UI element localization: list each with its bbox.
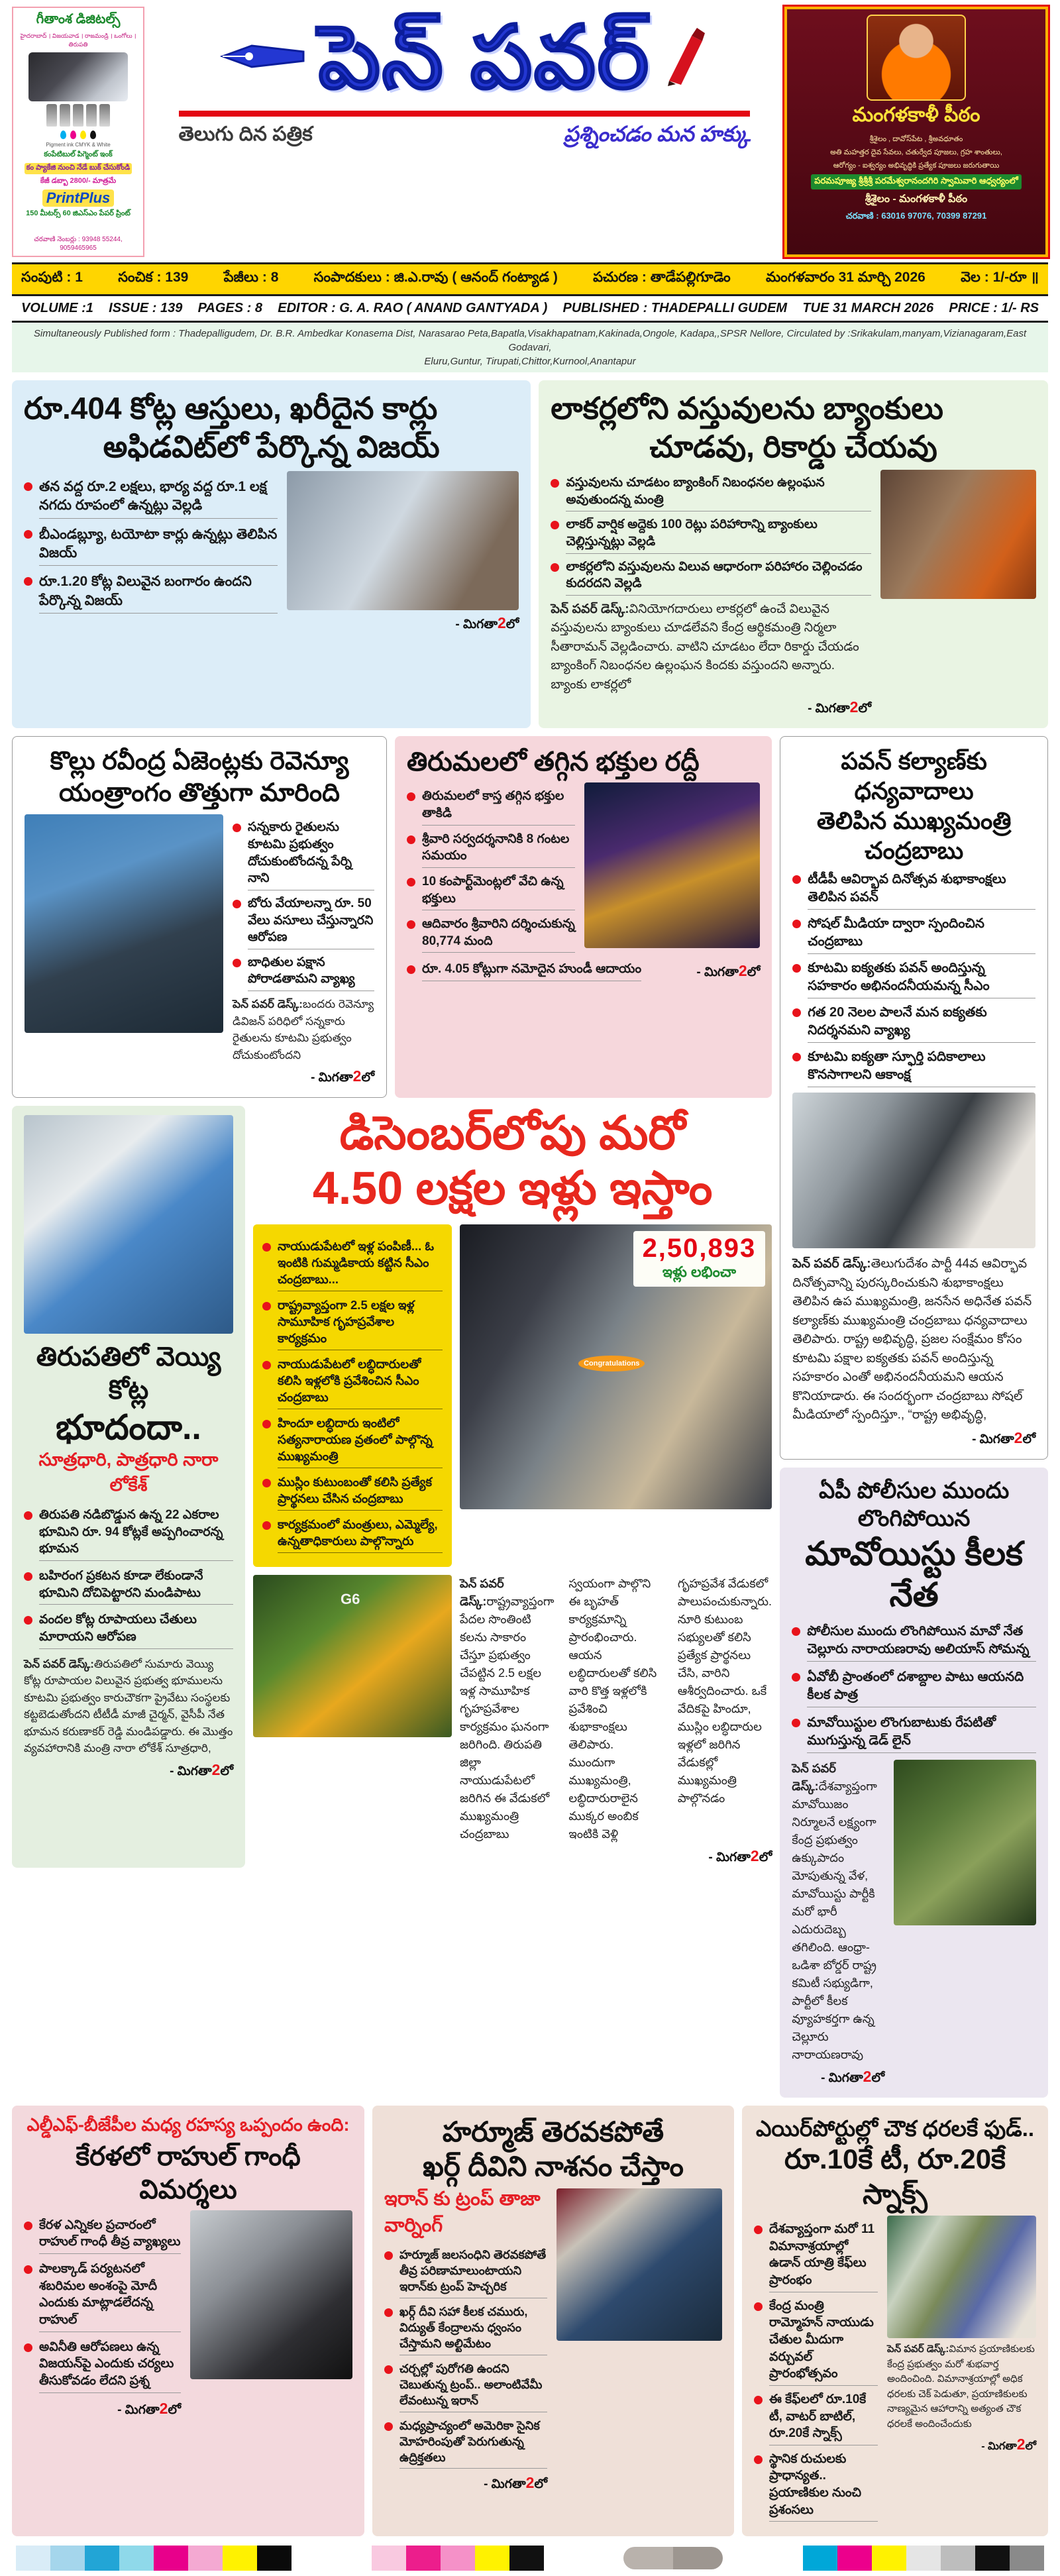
bullet-item: తిరుపతి నడిబొడ్డున ఉన్న 22 ఎకరాల భూమిని రూ. 94 కోట్లకే అప్పగించారన్న భూమన: [24, 1507, 233, 1561]
bullet-item: [407, 961, 687, 981]
article-kollu-revenue: [12, 736, 387, 1098]
bullet-dot-icon: [233, 824, 241, 832]
continued-label: - మిగతా2లో: [808, 698, 871, 716]
ink-caption: Pigment ink CMYK & White: [46, 142, 111, 148]
article-maoist-surrender: [780, 1468, 1048, 2098]
bullet-item: లాకర్లలోని వస్తువులను విలువ ఆధారంగా పరిహారం చెల్లించడం కుదరదని వెల్లడి: [551, 559, 871, 596]
bullet-item: చర్చల్లో పురోగతి ఉందని చెబుతున్న ట్రంప్.. అలాంటివేమీ లేవంటున్న ఇరాన్: [384, 2361, 547, 2412]
issue-info-bar-english: [12, 296, 1048, 323]
color-swatch: [475, 2546, 509, 2571]
bullet-list: [24, 471, 278, 635]
bullet-dot-icon: [754, 2396, 763, 2404]
headline: కొల్లు రవీంద్ర ఏజెంట్లకు రెవెన్యూ: [50, 747, 349, 776]
article-trump-hormuz-warning: [372, 2106, 734, 2537]
left-ad-price-line: కేజీ డబ్బా 2800/- మాత్రమే: [40, 177, 117, 185]
article-body: పెన్ పవర్ డెస్క్:తిరుపతిలో సుమారు వెయ్యి కోట్ల రూపాయల విలువైన ప్రభుత్వ భూములను కూటమి ప్రభుత్వం కారుచౌకగా ప్రైవేటు సంస్థలకు కట్టబెడుతోందని టీటీడీ మాజీ చైర్మన్, వైసీపీ నేత భూమన కరుణాకర్ రెడ్డి మండిపడ్డారు. ఈ మొత్తం వ్యవహారానికి మంత్రి నారా లోకేశ్ సూత్రధారి,: [24, 1657, 233, 1755]
photo-cafe-inauguration: [887, 2216, 1036, 2338]
color-swatch: [441, 2546, 475, 2571]
left-ad-roll-line: 150 మీటర్స్ 60 జిఎస్ఎం పేపర్ ప్రింట్: [26, 209, 131, 217]
bullet-list: [551, 474, 871, 596]
photo-tirumala-temple: [584, 782, 760, 948]
article-cm-thanks-pawan: [780, 736, 1048, 1460]
bullet-dot-icon: [24, 2343, 32, 2352]
bullet-item: కూటమి ఐక్యతా స్ఫూర్తి పదికాలాలు కొనసాగాలని ఆకాంక్ష: [792, 1048, 1035, 1087]
calibration-swatches-right: [803, 2546, 1044, 2571]
issue-info-segment: PUBLISHED : THADEPALLI GUDEM: [562, 301, 788, 315]
headline: తిరుపతిలో వెయ్యి కోట్ల: [36, 1342, 221, 1405]
photo-nirmala-sitharaman: [880, 470, 1036, 599]
bullet-dot-icon: [24, 1511, 32, 1520]
bullet-dot-icon: [792, 875, 801, 884]
headline: తిరుమలలో తగ్గిన భక్తుల రద్దీ: [407, 747, 700, 777]
bullet-dot-icon: [24, 2265, 32, 2274]
ink-drops-image: [60, 131, 96, 139]
bullet-item: పాలక్కాడ్ పర్యటనలో శబరిమల అంశంపై మోదీ ఎందుకు మాట్లాడలేదన్న రాహుల్: [24, 2261, 181, 2332]
masthead-red-rule: [179, 111, 751, 117]
issue-info-segment: పచురణ : తాడేపల్లిగూడెం: [593, 270, 731, 285]
color-swatch: [257, 2546, 292, 2571]
bullet-item: కేరళ ఎన్నికల ప్రచారంలో రాహుల్ గాంధీ తీవ్ర వ్యాఖ్యలు: [24, 2217, 181, 2254]
bullet-item: ఈ కేఫ్‌లలో రూ.10కే టీ, వాటర్ బాటిల్, రూ.20కే స్నాక్స్: [754, 2391, 878, 2445]
issue-info-segment: PRICE : 1/- RS: [949, 301, 1039, 315]
article-rahul-kerala: [12, 2106, 364, 2537]
bullet-dot-icon: [407, 920, 415, 929]
article-body: పెన్ పవర్ డెస్క్:తెలుగుదేశం పార్టీ 44వ ఆవిర్భావ దినోత్సవాన్ని పురస్కరించుకుని శుభాకాంక్షలు తెలిపిన ఉప ముఖ్యమంత్రి, జనసేన అధినేత పవన్ కల్యాణ్‌కు ముఖ్యమంత్రి చంద్రబాబు ధన్యవాదాలు తెలిపారు. రాష్ట్ర అభివృద్ధి, ప్రజల సంక్షేమం కోసం కూటమి పక్షాల ఐక్యతకు పవన్ అందిస్తున్న సహకారం ఎంతో అభినందనీయమని ఆయన కొనియాడారు. ఈ సందర్భంగా చంద్రబాబు సోషల్ మీడియాలో స్పందిస్తూ., “రాష్ట్ర అభివృద్ధి,: [792, 1257, 1032, 1422]
color-swatch: [803, 2546, 837, 2571]
bullet-dot-icon: [407, 878, 415, 886]
bullet-dot-icon: [262, 1243, 271, 1252]
color-swatch: [941, 2546, 975, 2571]
bullet-item: లాకర్ వార్షిక అద్దెకు 100 రెట్లు పరిహారాన్ని బ్యాంకులు చెల్లిస్తున్నట్లు వెల్లడి: [551, 516, 871, 553]
bullet-dot-icon: [792, 1053, 801, 1061]
published-line1: Simultaneously Published form : Thadepalligudem, Dr. B.R. Ambedkar Konasema Dist, Narasarao Peta,Bapatla,Visakhapatnam,Kakinada,Ongole, Kadapa,,SPSR Nellore, Circulated by :Srikakulam,manyam,Vizianagaram,East Godavari,: [33, 328, 1027, 353]
kicker-headline: ఇరాన్ కు ట్రంప్ తాజా వార్నింగ్: [384, 2188, 541, 2236]
bullet-item: బహిరంగ ప్రకటన కూడా లేకుండానే భూమిని దోచిపెట్టారని మండిపాటు: [24, 1568, 233, 1605]
bullet-dot-icon: [407, 792, 415, 801]
article-body: పెన్ పవర్ డెస్క్:బందరు రెవెన్యూ డివిజన్ పరిధిలో సన్నకారు రైతులను కూటమి ప్రభుత్వం దోచుకుంటోందని: [233, 998, 374, 1061]
bullet-dot-icon: [262, 1479, 271, 1487]
calibration-swatches-left: [16, 2546, 292, 2571]
bullet-item: 10 కంపార్ట్‌మెంట్లలో వేచి ఉన్న భక్తులు: [407, 873, 575, 910]
bullet-list: [792, 1623, 1036, 1753]
right-ad-phone: చరవాణి : 63016 97076, 70399 87291: [845, 210, 987, 221]
color-swatch: [906, 2546, 941, 2571]
continued-label: - మిగతా2లో: [311, 1067, 374, 1085]
color-swatch: [975, 2546, 1010, 2571]
issue-info-segment: ISSUE : 139: [109, 301, 183, 315]
bullet-dot-icon: [754, 2302, 763, 2311]
published-info-bar: [12, 323, 1048, 372]
issue-info-bar-telugu: [12, 262, 1048, 296]
continued-label: - మిగతా2లో: [821, 2067, 884, 2085]
article-bank-lockers: [539, 380, 1048, 728]
issue-info-segment: సంపాదకులు : జి.ఎ.రావు ( ఆనంద్ గంట్యాడ ): [313, 270, 558, 285]
bullet-item: తన వద్ద రూ.2 లక్షలు, భార్య వద్ద రూ.1 లక్ష నగదు రూపంలో ఉన్నట్లు వెల్లడి: [24, 478, 278, 519]
bullet-item: సన్నకారు రైతులను కూటమి ప్రభుత్వం దోచుకుంటోందన్న పేర్ని నాని: [233, 819, 374, 890]
print-calibration-strip: [12, 2546, 1048, 2571]
tagline-slogan: ప్రశ్నించడం మన హక్కు: [563, 121, 751, 146]
bullet-item: నాయుడుపేటలో లబ్ధిదారులతో కలిసి ఇళ్లలోకి ప్రవేశించిన సీఎం చంద్రబాబు: [262, 1356, 443, 1409]
calibration-swatches-mid: [372, 2546, 544, 2571]
headline: చూడవు, రికార్డు చేయవు: [649, 429, 937, 464]
issue-info-segment: వెల : 1/-రూ ॥: [961, 270, 1039, 285]
bullet-item: నాయుడుపేటలో ఇళ్ల పంపిణీ... ఓ ఇంటికి గుమ్మడికాయ కట్టిన సీఎం చంద్రబాబు...: [262, 1238, 443, 1291]
headline: యంత్రాంగం తొత్తుగా మారింది: [59, 778, 340, 807]
color-swatch: [50, 2546, 85, 2571]
left-ad-offer-line: కం ప్యాకేజి నుంచి నేడే బుక్ చేసుకోండి: [25, 163, 132, 174]
issue-info-segment: పేజీలు : 8: [223, 270, 279, 285]
right-ad-line1: శ్రీశైలం , దావోస్‌పేట , శ్రీఅవధూతం: [869, 135, 963, 143]
bullet-item: ఆదివారం శ్రీవారిని దర్శించుకున్న 80,774 మంది: [407, 916, 575, 953]
bullet-dot-icon: [792, 1627, 800, 1636]
bullet-item: మధ్యప్రాచ్యంలో అమెరికా సైనిక మోహరింపుతో పెరుగుతున్న ఉద్రిక్తతలు: [384, 2418, 547, 2469]
newspaper-logo: పెన్ పవర్: [318, 9, 651, 106]
article-body: పెన్ పవర్ డెస్క్:విమాన ప్రయాణికులకు కేంద్ర ప్రభుత్వం మరో శుభవార్త అందించింది. విమానాశ్రయాల్లో అధిక ధరలకు చెక్ పెడుతూ, ప్రయాణికులకు నాణ్యమైన ఆహారాన్ని అత్యంత చౌక ధరలకే అందించేందుకు: [887, 2343, 1035, 2430]
bullet-dot-icon: [24, 482, 32, 491]
bullet-dot-icon: [792, 920, 801, 928]
housing-counter-banner: [633, 1231, 766, 1287]
headline: డిసెంబర్‌లోపు మరో: [339, 1107, 686, 1159]
bullet-dot-icon: [754, 2226, 763, 2234]
bullet-list: [754, 2216, 878, 2527]
right-ad-title: మంగళకాళీ పీఠం: [852, 104, 980, 126]
issue-info-segment: సంపుటి : 1: [21, 270, 83, 285]
bullet-dot-icon: [384, 2308, 393, 2317]
issue-info-segment: PAGES : 8: [197, 301, 263, 315]
bullet-list: [24, 2217, 181, 2393]
bullet-item: ముస్లిం కుటుంబంతో కలిసి ప్రత్యేక ప్రార్థనలు చేసిన చంద్రబాబు: [262, 1474, 443, 1511]
headline: లాకర్లలోని వస్తువులను బ్యాంకులు: [551, 391, 943, 425]
bullet-item: శ్రీవారి సర్వదర్శనానికి 8 గంటల సమయం: [407, 831, 575, 868]
color-swatch: [119, 2546, 154, 2571]
swami-photo: [867, 15, 966, 101]
bullet-item: వందల కోట్ల రూపాయలు చేతులు మారాయని ఆరోపణ: [24, 1611, 233, 1648]
color-swatch: [85, 2546, 119, 2571]
continued-label: - మిగతా2లో: [117, 2399, 181, 2417]
pen-nib-icon: [220, 42, 306, 74]
article-body: పెన్ పవర్ డెస్క్:వినియోగదారులు లాకర్లలో ఉంచే విలువైన వస్తువులను బ్యాంకులు చూడలేవని కేంద్ర ఆర్థికమంత్రి నిర్మలా సీతారామన్ వెల్లడించారు. వాటిని చూడటం లేదా రికార్డు చేయడం బ్యాంకింగ్ నిబంధనల ఉల్లంఘన కిందకు వస్తుందని అన్నారు. బ్యాంకు లాకర్లలో: [551, 602, 859, 692]
headline: మావోయిస్టు కీలక నేత: [805, 1534, 1024, 1614]
bullet-dot-icon: [551, 563, 559, 572]
continued-label: - మిగతా2లో: [981, 2436, 1036, 2453]
congratulations-badge: Congratulations: [578, 1356, 645, 1371]
bullet-item: రూ.1.20 కోట్ల విలువైన బంగారం ఉందని పేర్కొన్న విజయ్: [24, 572, 278, 614]
headline: తెలిపిన ముఖ్యమంత్రి చంద్రబాబు: [816, 807, 1012, 865]
headline: కేరళలో రాహుల్ గాంధీ విమర్శలు: [76, 2141, 301, 2204]
left-advertisement: [12, 7, 144, 257]
article-vijay-affidavit: [12, 380, 531, 728]
bullet-item: హిందూ లబ్ధిదారు ఇంటిలో సత్యనారాయణ వ్రతంలో పాల్గొన్న ముఖ్యమంత్రి: [262, 1415, 443, 1468]
bullet-item: కూటమి ఐక్యతకు పవన్ అందిస్తున్న సహకారం అభినందనీయమన్న సీఎం: [792, 959, 1035, 998]
bullet-dot-icon: [262, 1420, 271, 1428]
continued-label: - మిగతా2లో: [170, 1760, 233, 1778]
bullet-item: మావోయిస్టుల లొంగుబాటుకు రేపటితో ముగుస్తున్న డెడ్ లైన్: [792, 1714, 1036, 1753]
left-ad-cities: హైదరాబాద్ । విజయవాడ । రాజమండ్రి । ఒంగోలు । తిరుపతి: [20, 32, 136, 48]
photo-perni-nani: [25, 814, 223, 1033]
article-udan-yatri-cafes: [742, 2106, 1048, 2537]
bullet-dot-icon: [384, 2422, 393, 2431]
bullet-dot-icon: [551, 521, 559, 529]
bullet-dot-icon: [24, 1572, 32, 1581]
bullet-dot-icon: [407, 835, 415, 844]
color-swatch: [406, 2546, 441, 2571]
bullet-item: ఖర్గ్ దీవి సహా కీలక చమురు, విద్యుత్ కేంద్రాలను ధ్వంసం చేస్తామని అల్టిమేటం: [384, 2304, 547, 2355]
photo-bhumana-karunakar: [24, 1115, 233, 1334]
bullet-item: గత 20 నెలల పాలనే మన ఐక్యతకు నిదర్శనమని వ్యాఖ్య: [792, 1004, 1035, 1043]
photo-maoist-guerrillas: [894, 1760, 1036, 1925]
headline: హర్మూజ్ తెరవకపోతే: [442, 2116, 664, 2147]
left-ad-ink-line: కంపేటిబుల్ పిగ్మెంట్ ఇంక్: [44, 150, 113, 158]
bullet-item: వస్తువులను చూడటం బ్యాంకింగ్ నిబంధనల ఉల్లంఘన అవుతుందన్న మంత్రి: [551, 474, 871, 511]
bullet-dot-icon: [407, 965, 415, 974]
color-swatch: [1010, 2546, 1044, 2571]
color-swatch: [154, 2546, 188, 2571]
bullet-item: ఏవోబీ ప్రాంతంలో దశాబ్దాల పాటు ఆయనది కీలక పాత్ర: [792, 1668, 1036, 1707]
printer-image: [28, 52, 128, 101]
continued-label: - మిగతా2లో: [972, 1428, 1035, 1446]
bullet-item: సోషల్ మీడియా ద్వారా స్పందించిన చంద్రబాబు: [792, 915, 1035, 954]
article-body: పెన్ పవర్ డెస్క్:దేశవ్యాప్తంగా మావోయిజం నిర్మూలనే లక్ష్యంగా కేంద్ర ప్రభుత్వం ఉక్కుపాదం మోపుతున్న వేళ, మావోయిస్టు పార్టీకి మరో భారీ ఎదురుదెబ్బ తగిలింది. ఆంధ్రా-ఒడిశా బోర్డర్ రాష్ట్ర కమిటీ సభ్యుడిగా, పార్టీలో కీలక వ్యూహకర్తగా ఉన్న చెల్లూరు నారాయణరావు: [792, 1761, 877, 2061]
article-tirumala-crowd: [395, 736, 772, 1098]
bullet-item: బీఎండబ్ల్యూ, టయోటా కార్లు ఉన్నట్లు తెలిపిన విజయ్: [24, 525, 278, 566]
headline: అఫిడవిట్‌లో పేర్కొన్న విజయ్: [103, 429, 440, 464]
continued-label: - మిగతా2లో: [455, 614, 519, 631]
bullet-item: టీడీపీ ఆవిర్భావ దినోత్సవ శుభాకాంక్షలు తెలిపిన పవన్: [792, 871, 1035, 910]
bullet-item: హర్మూజ్ జలసంధిని తెరవకపోతే తీవ్ర పరిణామాలుంటాయని ఇరాన్‌కు ట్రంప్ హెచ్చరిక: [384, 2247, 547, 2298]
bullet-item: తిరుమలలో కాస్త తగ్గిన భక్తుల తాకిడి: [407, 788, 575, 825]
photo-cm-key-handover: [460, 1224, 772, 1509]
left-ad-title: గీతాంశ డిజిటల్స్: [36, 12, 121, 27]
photo-rahul-gandhi: [190, 2210, 352, 2379]
headline: రూ.10కే టీ, రూ.20కే స్నాక్స్: [784, 2143, 1006, 2210]
bullet-dot-icon: [754, 2455, 763, 2464]
bullet-item: కేంద్ర మంత్రి రామ్మోహన్ నాయుడు చేతుల మీదుగా వర్చువల్ ప్రారంభోత్సవం: [754, 2298, 878, 2386]
issue-info-segment: EDITOR : G. A. RAO ( ANAND GANTYADA ): [278, 301, 548, 315]
left-ad-phone: చరవాణి నెంబర్లు : 93948 55244, 9059465965: [34, 236, 123, 252]
bullet-list: [407, 782, 575, 958]
highlights-box: [253, 1224, 452, 1567]
bullet-item: దేశవ్యాప్తంగా మరో 11 విమానాశ్రయాల్లో ఉడాన్ యాత్రి కేఫ్‌లు ప్రారంభం: [754, 2221, 878, 2292]
color-swatch: [872, 2546, 906, 2571]
color-swatch: [509, 2546, 544, 2571]
article-tirupati-land-scam: [12, 1106, 245, 1868]
masthead-header: [12, 7, 1048, 257]
photo-donald-trump: [556, 2188, 722, 2341]
bullet-dot-icon: [384, 2251, 393, 2260]
right-ad-small2: ఆరోగ్యం - ఐశ్వర్యం అభివృద్ధికి ప్రత్యేక పూజలు జరుగుతాయి: [833, 161, 1000, 170]
article-houses-distribution: [253, 1106, 772, 1868]
continued-label: - మిగతా2లో: [484, 2474, 547, 2492]
headline: ఏపీ పోలీసుల ముందు లొంగిపోయిన: [819, 1477, 1010, 1532]
bullet-item: బాధితుల పక్షాన పోరాడతామని వ్యాఖ్య: [233, 954, 374, 991]
bullet-dot-icon: [551, 479, 559, 488]
bullet-dot-icon: [24, 2222, 32, 2230]
right-ad-swami-line: పరమపూజ్య శ్రీశ్రీశ్రీ పరమేశ్వరానందగిరి స్వామివారి ఆధ్వర్యంలో: [811, 174, 1022, 189]
right-advertisement: [784, 7, 1048, 257]
bullet-dot-icon: [24, 577, 32, 586]
color-swatch: [188, 2546, 223, 2571]
right-ad-small1: అతి మహత్తర దైవ సేవలు, చతుర్వేద పూజలు, గ్రహ శాంతులు,: [830, 148, 1002, 156]
article-body: పెన్ పవర్ డెస్క్:రాష్ట్రవ్యాప్తంగా పేదల సొంతింటి కలను సాకారం చేస్తూ ప్రభుత్వం చేపట్టిన 2.5 లక్షల ఇళ్ల సామూహిక గృహప్రవేశాల కార్యక్రమం ఘనంగా జరిగింది. తిరుపతి జిల్లా నాయుడుపేటలో జరిగిన ఈ వేడుకలో ముఖ్యమంత్రి చంద్రబాబు స్వయంగా పాల్గొని ఈ బృహత్ కార్యక్రమాన్ని ప్రారంభించారు. ఆయన లబ్ధిదారులతో కలిసి వారి కొత్త ఇళ్లలోకి ప్రవేశించి శుభాకాంక్షలు తెలిపారు. ముందుగా ముఖ్యమంత్రి, లబ్ధిదారురాలైన ముక్కర అంబిక ఇంటికి వెళ్లి గృహప్రవేశ వేడుకలో పాలుపంచుకున్నారు. నూరి కుటుంబ సభ్యులతో కలిసి ప్రత్యేక ప్రార్థనలు చేసి, వారిని ఆశీర్వదించారు. ఒకే వేదికపై హిందూ, ముస్లిం లబ్ధిదారుల ఇళ్లలో జరిగిన వేడుకల్లో ముఖ్యమంత్రి పాల్గొనడం: [460, 1576, 772, 1841]
photo-vijay-nomination: [287, 471, 519, 610]
bullet-list: [233, 819, 374, 991]
bullet-list: [262, 1238, 443, 1553]
bullet-item: రాష్ట్రవ్యాప్తంగా 2.5 లక్షల ఇళ్ల సామూహిక గృహప్రవేశాల కార్యక్రమం: [262, 1297, 443, 1350]
color-swatch: [372, 2546, 406, 2571]
bullet-item: పోలీసుల ముందు లొంగిపోయిన మావో నేత చెల్లూరు నారాయణరావు అలియాస్ సోమన్న: [792, 1623, 1036, 1662]
continued-label: - మిగతా2లో: [708, 1847, 772, 1864]
bullet-dot-icon: [233, 900, 241, 908]
issue-info-segment: మంగళవారం 31 మార్చి 2026: [765, 270, 926, 285]
color-swatch: [223, 2546, 257, 2571]
continued-label: - మిగతా2లో: [696, 962, 761, 980]
headline: భూదందా..: [56, 1409, 201, 1448]
bullet-dot-icon: [24, 530, 32, 539]
headline: ఎయిర్‌పోర్టుల్లో చౌక ధరలకే ఫుడ్..: [755, 2116, 1035, 2141]
kicker-headline: ఎల్డీఎఫ్-బీజేపీల మధ్య రహస్య ఒప్పందం ఉంది:: [26, 2114, 350, 2135]
bullet-dot-icon: [792, 1719, 800, 1727]
headline: రూ.404 కోట్ల ఆస్తులు, ఖరీదైన కార్లు: [24, 391, 438, 425]
bullet-dot-icon: [233, 959, 241, 967]
subheadline: సూత్రధారి, పాత్రధారి నారా లోకేశ్: [38, 1450, 219, 1495]
photo-pumpkin-gruhapravesam: [253, 1575, 452, 1737]
published-line2: Eluru,Guntur, Tirupati,Chittor,Kurnool,Anantapur: [424, 356, 636, 367]
bullet-list: [792, 871, 1035, 1087]
bullet-dot-icon: [262, 1521, 271, 1530]
color-swatch: [837, 2546, 872, 2571]
houses-count-caption: ఇళ్లు లభించా: [662, 1263, 736, 1281]
bullet-dot-icon: [262, 1361, 271, 1369]
photo-chandrababu-pawan-handshake: [792, 1093, 1035, 1248]
bullet-list: [24, 1507, 233, 1648]
headline: ఖర్గ్ దీవిని నాశనం చేస్తాం: [423, 2151, 684, 2182]
bullet-list: [384, 2247, 547, 2469]
red-pen-icon: [662, 27, 709, 89]
bullet-dot-icon: [24, 1616, 32, 1625]
issue-info-segment: VOLUME :1: [21, 301, 93, 315]
bullet-dot-icon: [792, 1008, 801, 1017]
bullet-dot-icon: [384, 2365, 393, 2374]
bullet-item: బోరు వేయాలన్నా రూ. 50 వేలు వసూలు చేస్తున్నారని ఆరోపణ: [233, 895, 374, 949]
headline: 4.50 లక్షల ఇళ్లు ఇస్తాం: [312, 1161, 713, 1214]
issue-info-segment: TUE 31 MARCH 2026: [802, 301, 934, 315]
houses-count: 2,50,893: [642, 1234, 757, 1263]
right-ad-peetham-line: శ్రీశైలం - మంగళకాళీ పీఠం: [865, 193, 968, 205]
masthead-center: [154, 7, 775, 257]
color-swatch: [16, 2546, 50, 2571]
bullet-item: కార్యక్రమంలో మంత్రులు, ఎమ్మెల్యే, ఉన్నతాధికారులు పాల్గొన్నారు: [262, 1517, 443, 1553]
house-number-label: G6: [341, 1590, 360, 1607]
headline: పవన్ కల్యాణ్‌కు ధన్యవాదాలు: [841, 747, 987, 805]
bullet-dot-icon: [792, 1673, 800, 1682]
bullet-dot-icon: [792, 964, 801, 973]
issue-info-segment: సంచిక : 139: [118, 270, 189, 285]
calibration-gray-capsule: [623, 2547, 723, 2569]
bullet-item: అవినీతి ఆరోపణలు ఉన్న విజయన్‌పై ఎందుకు చర్యలు తీసుకోవడం లేదని ప్రశ్న: [24, 2339, 181, 2393]
bullet-dot-icon: [262, 1302, 271, 1311]
tagline-daily: తెలుగు దిన పత్రిక: [178, 123, 313, 145]
bullet-text: రూ. 4.05 కోట్లుగా నమోదైన హుండీ ఆదాయం: [422, 961, 641, 981]
bullet-item: స్థానిక రుచులకు ప్రాధాన్యత.. ప్రయాణికుల నుంచి ప్రశంసలు: [754, 2451, 878, 2522]
ink-bottles-image: [46, 104, 110, 127]
printplus-logo: PrintPlus: [42, 189, 115, 207]
